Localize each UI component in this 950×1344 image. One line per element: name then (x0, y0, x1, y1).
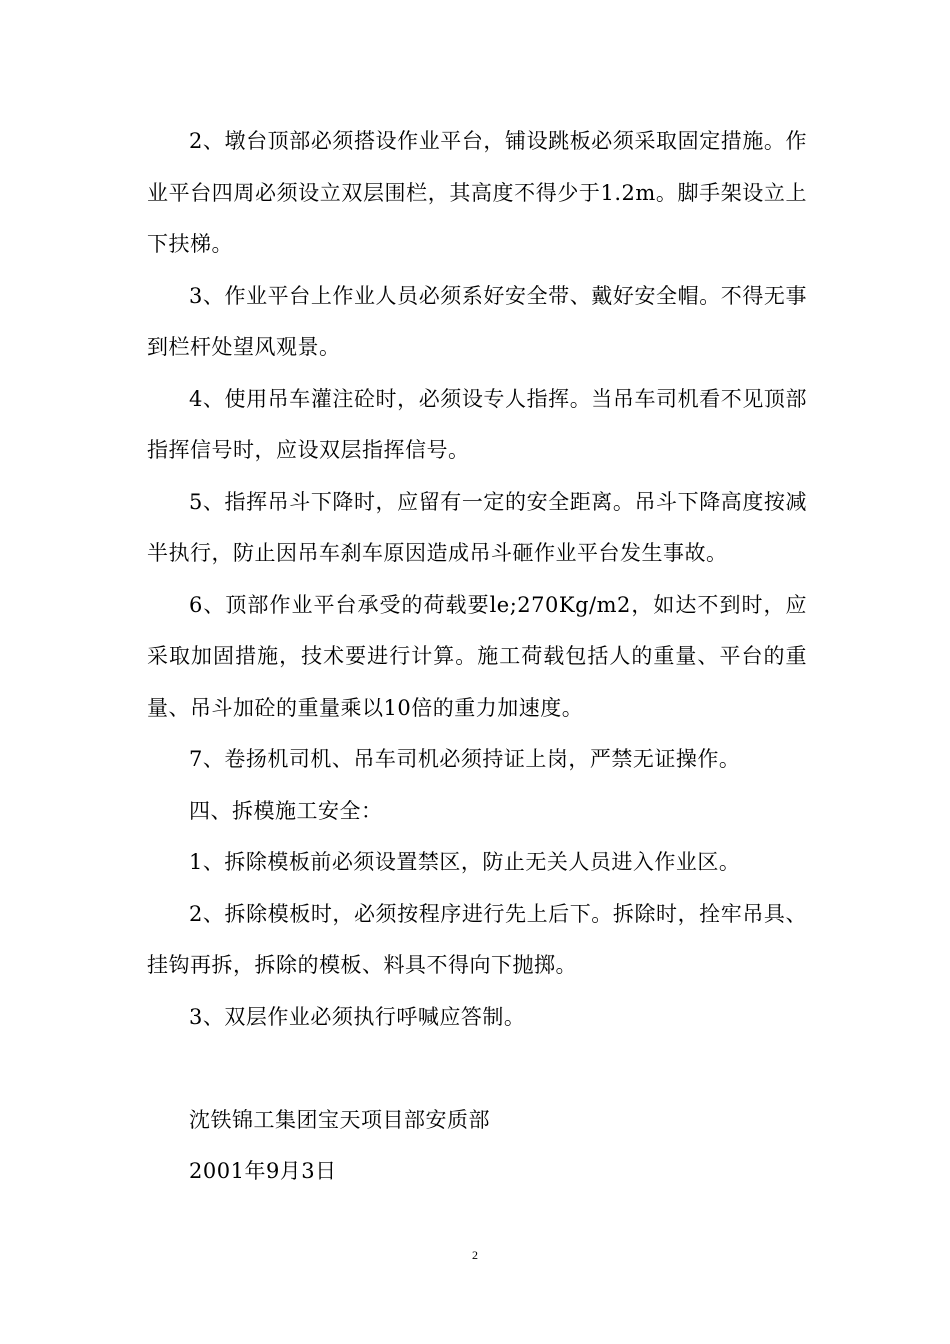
paragraph-platform-load: 6、顶部作业平台承受的荷载要le;270Kg/m2，如达不到时，应采取加固措施，技术要进行计算。施工荷载包括人的重量、平台的重量、吊斗加砼的重量乘以10倍的重力加速度。 (147, 592, 807, 720)
signature-date: 2001年9月3日 (189, 1159, 337, 1183)
spacer (147, 1043, 807, 1095)
paragraph-crane-command: 4、使用吊车灌注砼时，必须设专人指挥。当吊车司机看不见顶部指挥信号时，应设双层指挥信号。 (147, 386, 807, 462)
document-body (147, 116, 807, 1198)
signature-organization: 沈铁锦工集团宝天项目部安质部 (189, 1107, 490, 1132)
paragraph-call-response: 3、双层作业必须执行呼喊应答制。 (189, 1004, 526, 1029)
paragraph-bucket-lowering: 5、指挥吊斗下降时，应留有一定的安全距离。吊斗下降高度按减半执行，防止因吊车刹车原因造成吊斗砸作业平台发生事故。 (147, 489, 807, 565)
paragraph-safety-gear: 3、作业平台上作业人员必须系好安全带、戴好安全帽。不得无事到栏杆处望风观景。 (147, 283, 807, 359)
page-number: 2 (472, 1248, 478, 1262)
paragraph-operator-license: 7、卷扬机司机、吊车司机必须持证上岗，严禁无证操作。 (189, 747, 741, 771)
paragraph-platform-setup: 2、墩台顶部必须搭设作业平台，铺设跳板必须采取固定措施。作业平台四周必须设立双层围栏，其高度不得少于1.2m。脚手架设立上下扶梯。 (147, 129, 807, 256)
paragraph-restricted-zone: 1、拆除模板前必须设置禁区，防止无关人员进入作业区。 (189, 850, 741, 874)
section-heading-formwork-removal: 四、拆模施工安全： (189, 798, 383, 823)
paragraph-removal-sequence: 2、拆除模板时，必须按程序进行先上后下。拆除时，拴牢吊具、挂钩再拆，拆除的模板、料具不得向下抛掷。 (147, 901, 807, 977)
